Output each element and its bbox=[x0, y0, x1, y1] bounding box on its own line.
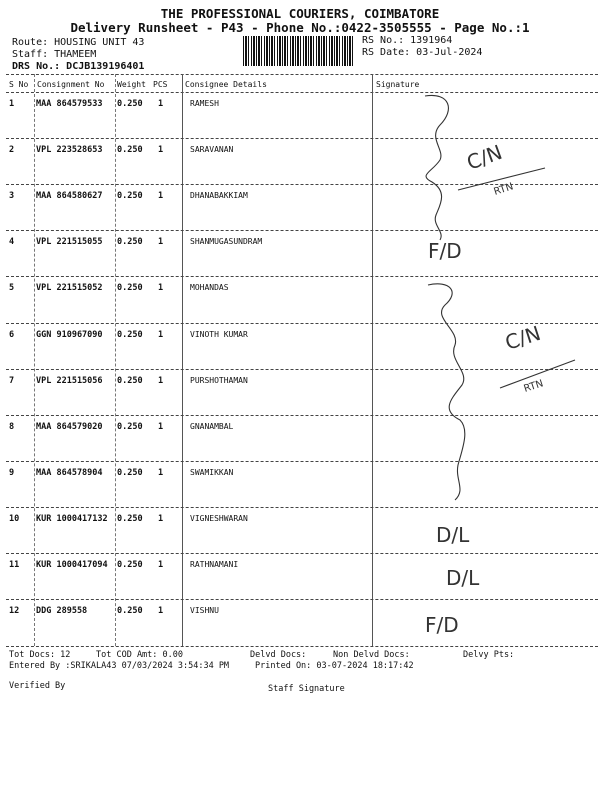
column-divider bbox=[182, 74, 183, 646]
delivered-docs: Delvd Docs: bbox=[250, 650, 307, 660]
column-header-consignee: Consignee Details bbox=[185, 80, 267, 89]
table-header-rule bbox=[6, 92, 598, 93]
row-consignment-no: VPL 223528653 bbox=[36, 145, 103, 156]
row-sno: 5 bbox=[9, 283, 15, 294]
row-consignee: SARAVANAN bbox=[190, 145, 234, 155]
printed-on: Printed On: 03-07-2024 18:17:42 bbox=[255, 661, 414, 671]
row-separator bbox=[6, 230, 598, 231]
row-consignment-no: GGN 910967090 bbox=[36, 329, 103, 340]
row-consignment-no: VPL 221515052 bbox=[36, 283, 103, 294]
row-weight: 0.250 bbox=[117, 329, 143, 340]
barcode-image bbox=[243, 36, 355, 66]
handwritten-rtn-2: RTN bbox=[522, 378, 545, 395]
row-separator bbox=[6, 461, 598, 462]
row-consignment-no: MAA 864579533 bbox=[36, 99, 103, 109]
row-weight: 0.250 bbox=[117, 467, 143, 478]
row-consignee: RAMESH bbox=[190, 99, 219, 108]
row-weight: 0.250 bbox=[117, 560, 143, 570]
row-pcs: 1 bbox=[158, 145, 164, 156]
handwritten-cn-2: C/N bbox=[502, 320, 544, 355]
row-sno: 2 bbox=[9, 145, 15, 156]
row-consignment-no: VPL 221515056 bbox=[36, 375, 103, 386]
row-consignee: SWAMIKKAN bbox=[190, 467, 234, 477]
row-sno: 9 bbox=[9, 467, 15, 478]
column-header-pcs: PCS bbox=[153, 80, 168, 89]
row-weight: 0.250 bbox=[117, 99, 143, 109]
column-divider bbox=[34, 74, 35, 646]
row-separator bbox=[6, 507, 598, 508]
row-sno: 11 bbox=[9, 560, 20, 570]
row-weight: 0.250 bbox=[117, 145, 143, 156]
row-weight: 0.250 bbox=[117, 375, 143, 386]
row-consignee: MOHANDAS bbox=[190, 283, 229, 293]
row-sno: 10 bbox=[9, 513, 20, 524]
row-weight: 0.250 bbox=[117, 513, 143, 524]
entered-by: Entered By :SRIKALA43 07/03/2024 3:54:34 PM bbox=[9, 661, 230, 671]
non-delivered-docs: Non Delvd Docs: bbox=[333, 650, 410, 660]
column-header-sno: S No bbox=[9, 80, 29, 89]
row-sno: 1 bbox=[9, 99, 15, 109]
row-separator bbox=[6, 276, 598, 277]
row-sno: 6 bbox=[9, 329, 15, 340]
handwritten-rtn-1: RTN bbox=[492, 181, 515, 198]
verified-by-label: Verified By bbox=[9, 681, 66, 691]
row-consignment-no: MAA 864580627 bbox=[36, 191, 103, 202]
row-pcs: 1 bbox=[158, 560, 164, 570]
row-pcs: 1 bbox=[158, 329, 164, 340]
row-pcs: 1 bbox=[158, 283, 164, 294]
total-cod-amount: Tot COD Amt: 0.00 bbox=[96, 650, 183, 660]
row-weight: 0.250 bbox=[117, 191, 143, 202]
column-header-weight: Weight bbox=[117, 80, 146, 89]
handwritten-brace bbox=[428, 284, 465, 500]
row-sno: 7 bbox=[9, 375, 15, 386]
table-bottom-rule bbox=[6, 646, 598, 647]
staff-label: Staff: THAMEEM bbox=[12, 49, 97, 60]
row-consignee: VIGNESHWARAN bbox=[190, 513, 248, 523]
handwritten-brace bbox=[425, 95, 448, 240]
row-separator bbox=[6, 599, 598, 600]
row-consignment-no: KUR 1000417094 bbox=[36, 560, 108, 570]
handwritten-fd-4: F/D bbox=[428, 239, 462, 263]
handwritten-cn-1: C/N bbox=[463, 139, 506, 175]
row-consignee: GNANAMBAL bbox=[190, 421, 234, 431]
row-consignment-no: VPL 221515055 bbox=[36, 237, 103, 248]
handwritten-dl-11: D/L bbox=[446, 566, 480, 590]
row-consignment-no: KUR 1000417132 bbox=[36, 513, 108, 524]
table-top-rule bbox=[6, 74, 598, 75]
row-separator bbox=[6, 184, 598, 185]
row-consignee: DHANABAKKIAM bbox=[190, 191, 248, 201]
row-separator bbox=[6, 323, 598, 324]
row-pcs: 1 bbox=[158, 467, 164, 478]
handwritten-dl-10: D/L bbox=[436, 523, 470, 547]
row-pcs: 1 bbox=[158, 606, 164, 617]
column-divider bbox=[372, 74, 373, 646]
row-weight: 0.250 bbox=[117, 237, 143, 248]
row-consignment-no: MAA 864578904 bbox=[36, 467, 103, 478]
handwritten-slash bbox=[458, 168, 545, 190]
staff-signature-label: Staff Signature bbox=[268, 684, 345, 694]
runsheet-subtitle: Delivery Runsheet - P43 - Phone No.:0422-3505555 - Page No.:1 bbox=[70, 20, 530, 35]
handwritten-slash bbox=[500, 360, 575, 388]
row-weight: 0.250 bbox=[117, 421, 143, 432]
row-consignee: RATHNAMANI bbox=[190, 560, 239, 569]
rs-number: RS No.: 1391964 bbox=[362, 35, 453, 46]
handwritten-fd-12: F/D bbox=[425, 613, 459, 637]
row-consignee: VISHNU bbox=[190, 606, 219, 616]
row-consignment-no: DDG 289558 bbox=[36, 606, 88, 617]
total-docs: Tot Docs: 12 bbox=[9, 650, 71, 660]
route-label: Route: HOUSING UNIT 43 bbox=[12, 37, 145, 48]
row-pcs: 1 bbox=[158, 421, 164, 432]
row-pcs: 1 bbox=[158, 99, 164, 109]
row-weight: 0.250 bbox=[117, 283, 143, 294]
row-pcs: 1 bbox=[158, 237, 164, 248]
column-header-signature: Signature bbox=[376, 80, 420, 89]
row-sno: 8 bbox=[9, 421, 15, 432]
row-separator bbox=[6, 138, 598, 139]
row-consignee: PURSHOTHAMAN bbox=[190, 375, 248, 385]
row-pcs: 1 bbox=[158, 513, 164, 524]
row-separator bbox=[6, 369, 598, 370]
drs-number: DRS No.: DCJB139196401 bbox=[12, 61, 145, 72]
row-consignee: SHANMUGASUNDRAM bbox=[190, 237, 263, 247]
row-pcs: 1 bbox=[158, 375, 164, 386]
row-sno: 12 bbox=[9, 606, 20, 617]
row-sno: 4 bbox=[9, 237, 15, 248]
column-divider bbox=[115, 74, 116, 646]
company-title: THE PROFESSIONAL COURIERS, COIMBATORE bbox=[160, 6, 440, 21]
row-sno: 3 bbox=[9, 191, 15, 202]
rs-date: RS Date: 03-Jul-2024 bbox=[362, 47, 483, 58]
column-header-consignment: Consignment No bbox=[37, 80, 105, 89]
row-separator bbox=[6, 553, 598, 554]
row-pcs: 1 bbox=[158, 191, 164, 202]
row-consignment-no: MAA 864579020 bbox=[36, 421, 103, 432]
row-separator bbox=[6, 415, 598, 416]
row-weight: 0.250 bbox=[117, 606, 143, 617]
row-consignee: VINOTH KUMAR bbox=[190, 329, 248, 339]
delivery-points: Delvy Pts: bbox=[463, 650, 515, 660]
